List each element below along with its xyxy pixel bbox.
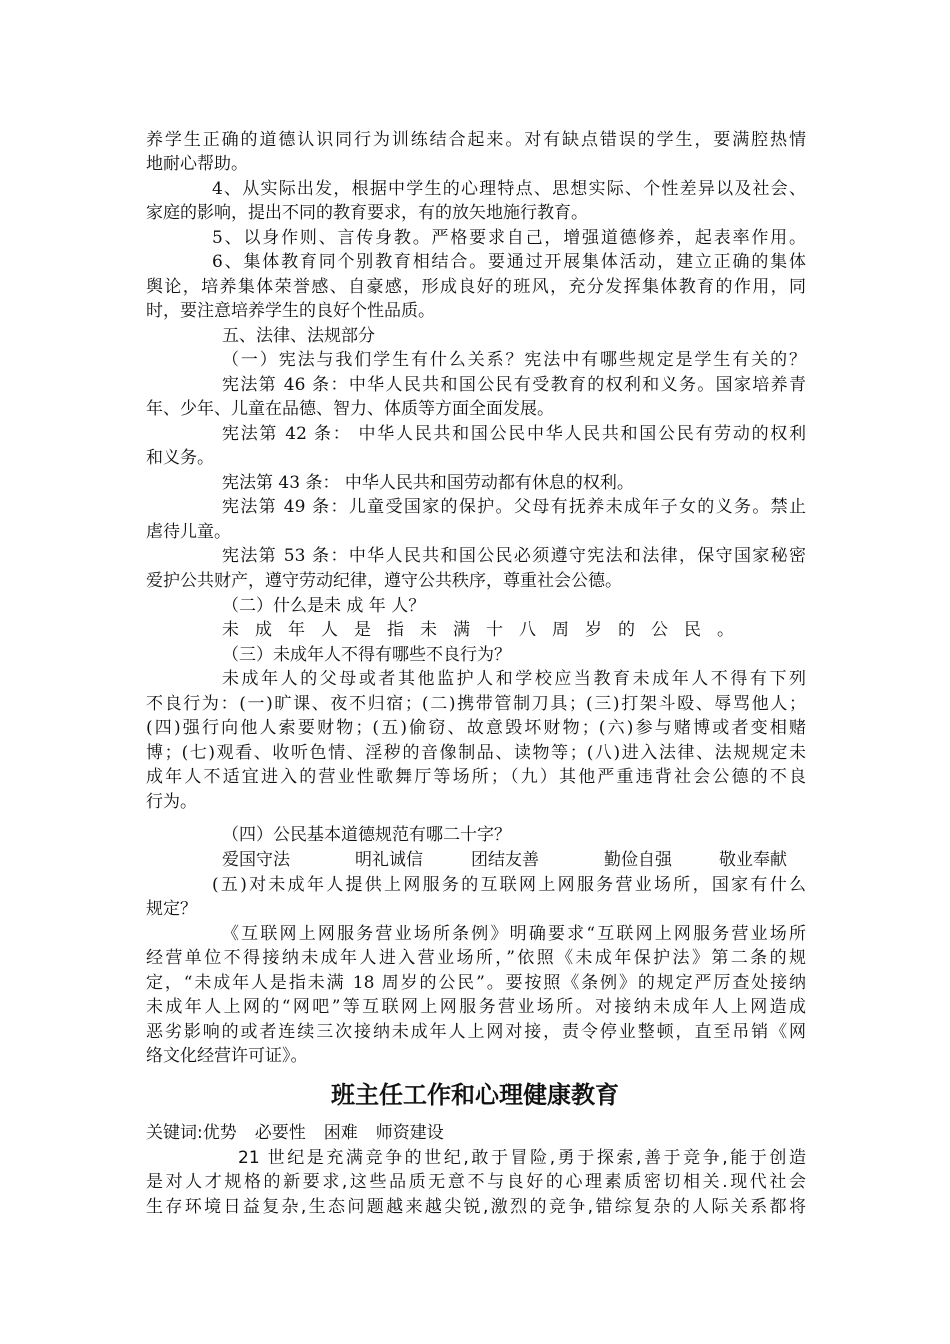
moral-value: 团结友善: [471, 850, 539, 870]
question-heading: (五)对未成年人提供上网服务的互联网上网服务营业场所，国家有什么: [212, 875, 806, 895]
paragraph-line: 宪法第 53 条：中华人民共和国公民必须遵守宪法和法律，保守国家秘密: [222, 546, 806, 566]
paragraph-line: 未成年人的父母或者其他监护人和学校应当教育未成年人不得有下列: [222, 669, 806, 689]
paragraph-line: 生存环境日益复杂,生态问题越来越尖锐,激烈的竞争,错综复杂的人际关系都将: [146, 1197, 806, 1217]
paragraph-line: 虐待儿童。: [146, 522, 231, 542]
paragraph-line: 宪法第 42 条： 中华人民共和国公民中华人民共和国公民有劳动的权利: [222, 424, 806, 444]
moral-value: 明礼诚信: [355, 850, 423, 870]
paragraph-line: 未成年人上网的“网吧”等互联网上网服务营业场所。对接纳未成年人上网造成: [146, 997, 806, 1017]
paragraph-line: 地耐心帮助。: [146, 154, 248, 174]
question-heading: （一）宪法与我们学生有什么关系？宪法中有哪些规定是学生有关的？: [222, 350, 806, 370]
paragraph-line: 家庭的影响，提出不同的教育要求，有的放矢地施行教育。: [146, 203, 588, 223]
paragraph-line: 爱护公共财产，遵守劳动纪律，遵守公共秩序，尊重社会公德。: [146, 571, 622, 591]
paragraph-line: (四)强行向他人索要财物；(五)偷窃、故意毁坏财物；(六)参与赌博或者变相赌: [146, 718, 806, 738]
paragraph-line: 宪法第 43 条： 中华人民共和国劳动都有休息的权利。: [222, 473, 634, 493]
paragraph-line: 和义务。: [146, 448, 214, 468]
paragraph-line: 养学生正确的道德认识同行为训练结合起来。对有缺点错误的学生，要满腔热情: [146, 130, 806, 150]
paragraph-line: 时，要注意培养学生的良好个性品质。: [146, 301, 435, 321]
paragraph-line: 舆论，培养集体荣誉感、自豪感，形成良好的班风，充分发挥集体教育的作用，同: [146, 277, 806, 297]
paragraph-line: 21 世纪是充满竞争的世纪,敢于冒险,勇于探索,善于竞争,能于创造: [238, 1148, 806, 1168]
keyword: 师资建设: [375, 1123, 444, 1143]
keyword: 优势: [202, 1123, 237, 1143]
paragraph-line: 宪法第 49 条：儿童受国家的保护。父母有抚养未成年子女的义务。禁止: [222, 497, 806, 517]
question-heading: （三）未成年人不得有哪些不良行为？: [222, 645, 511, 665]
paragraph-line: 6、集体教育同个别教育相结合。要通过开展集体活动，建立正确的集体: [212, 252, 806, 272]
keyword: 必要性: [254, 1123, 306, 1143]
section-title: 班主任工作和心理健康教育: [331, 1081, 619, 1109]
paragraph-line: 宪法第 46 条：中华人民共和国公民有受教育的权利和义务。国家培养青: [222, 375, 806, 395]
moral-value: 勤俭自强: [604, 850, 672, 870]
paragraph-line: 成年人不适宜进入的营业性歌舞厅等场所；（九）其他严重违背社会公德的不良: [146, 767, 806, 787]
paragraph-line: 年、少年、儿童在品德、智力、体质等方面全面发展。: [146, 399, 554, 419]
moral-value: 敬业奉献: [719, 850, 787, 870]
paragraph-line: 经营单位不得接纳未成年人进入营业场所，”依照《未成年保护法》第二条的规: [146, 948, 806, 968]
moral-value: 爱国守法: [222, 850, 290, 870]
section-heading: 五、法律、法规部分: [222, 326, 375, 346]
paragraph-line: 5、以身作则、言传身教。严格要求自己，增强道德修养，起表率作用。: [212, 228, 806, 248]
paragraph-line: 博；(七)观看、收听色情、淫秽的音像制品、读物等；(八)进入法律、法规规定未: [146, 743, 806, 763]
question-heading: （四）公民基本道德规范有哪二十字？: [222, 825, 511, 845]
keywords-line: [146, 1121, 444, 1145]
keywords-label: 关键词:: [146, 1123, 203, 1143]
paragraph-line: 规定？: [146, 899, 197, 919]
paragraph-line: 4、从实际出发，根据中学生的心理特点、思想实际、个性差异以及社会、: [212, 179, 806, 199]
moral-values-row: [222, 848, 806, 872]
paragraph-line: 不良行为：(一)旷课、夜不归宿；(二)携带管制刀具；(三)打架斗殴、辱骂他人；: [146, 694, 806, 714]
question-heading: （二）什么是未 成 年 人？: [222, 596, 426, 616]
paragraph-line: 《互联网上网服务营业场所条例》明确要求“互联网上网服务营业场所: [222, 924, 806, 944]
paragraph-line: 恶劣影响的或者连续三次接纳未成年人上网对接，责令停业整顿，直至吊销《网: [146, 1022, 806, 1042]
paragraph-line: 行为。: [146, 792, 197, 812]
keyword: 困难: [323, 1123, 358, 1143]
paragraph-line: 络文化经营许可证》。: [146, 1046, 308, 1066]
paragraph-line: 定，“未成年人是指未满 18 周岁的公民”。要按照《条例》的规定严厉查处接纳: [146, 973, 806, 993]
paragraph-line: 未成年人是指未满十八周岁的公民。: [222, 620, 750, 640]
paragraph-line: 是对人才规格的新要求,这些品质无意不与良好的心理素质密切相关.现代社会: [146, 1172, 806, 1192]
